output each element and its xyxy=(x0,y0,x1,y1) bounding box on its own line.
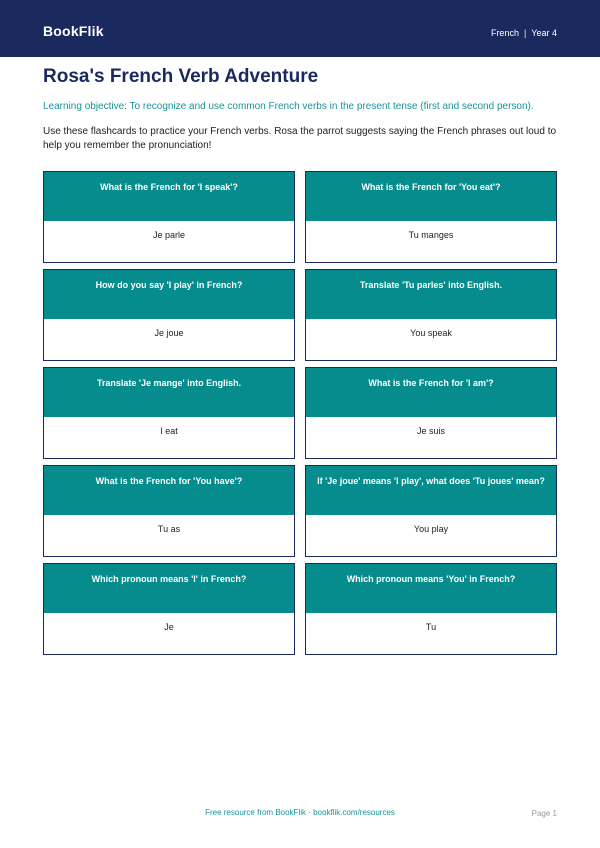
flashcard xyxy=(305,563,557,655)
brand-logo: BookFlik xyxy=(43,23,104,39)
subject-label: French xyxy=(490,28,519,38)
flashcard-question: What is the French for 'I am'? xyxy=(306,368,556,417)
flashcard xyxy=(43,465,295,557)
flashcard-answer: You play xyxy=(413,524,449,534)
flashcard-question: Which pronoun means 'I' in French? xyxy=(44,564,294,613)
learning-objective: Learning objective: To recognize and use common French verbs in the present tense (first and second person). xyxy=(43,101,534,112)
flashcard-question: What is the French for 'You eat'? xyxy=(306,172,556,221)
page-title: Rosa's French Verb Adventure xyxy=(43,66,319,87)
page-number: Page 1 xyxy=(531,809,557,818)
flashcard-answer: Je joue xyxy=(154,328,184,338)
year-label: Year 4 xyxy=(531,28,557,38)
flashcard-answer: Je xyxy=(164,622,174,632)
flashcard-question: What is the French for 'You have'? xyxy=(44,466,294,515)
footer-credit: Free resource from BookFlik · bookflik.com/resources xyxy=(205,808,395,817)
flashcard-answer: Tu manges xyxy=(408,230,454,240)
flashcard xyxy=(305,367,557,459)
header-meta xyxy=(491,28,557,38)
flashcard xyxy=(43,171,295,263)
flashcard-answer: Tu xyxy=(425,622,437,632)
flashcard-question: Which pronoun means 'You' in French? xyxy=(306,564,556,613)
flashcard xyxy=(43,269,295,361)
flashcard-question: If 'Je joue' means 'I play', what does 'Tu joues' mean? xyxy=(306,466,556,515)
flashcard xyxy=(43,367,295,459)
flashcard-question: What is the French for 'I speak'? xyxy=(44,172,294,221)
flashcard-answer: Je parle xyxy=(152,230,186,240)
flashcard-answer: Tu as xyxy=(157,524,181,534)
flashcard xyxy=(305,465,557,557)
flashcard-question: Translate 'Je mange' into English. xyxy=(44,368,294,417)
flashcard-question: How do you say 'I play' in French? xyxy=(44,270,294,319)
flashcard xyxy=(305,171,557,263)
flashcard-answer: I eat xyxy=(160,426,178,436)
flashcard xyxy=(305,269,557,361)
flashcard-answer: You speak xyxy=(410,328,452,338)
flashcard xyxy=(43,563,295,655)
intro-text: Use these flashcards to practice your French verbs. Rosa the parrot suggests saying the French phrases out loud to help you remember the pronunciation! xyxy=(43,126,557,151)
flashcard-answer: Je suis xyxy=(416,426,445,436)
flashcard-question: Translate 'Tu parles' into English. xyxy=(306,270,556,319)
page-header xyxy=(0,0,600,57)
meta-separator: | xyxy=(523,28,527,38)
